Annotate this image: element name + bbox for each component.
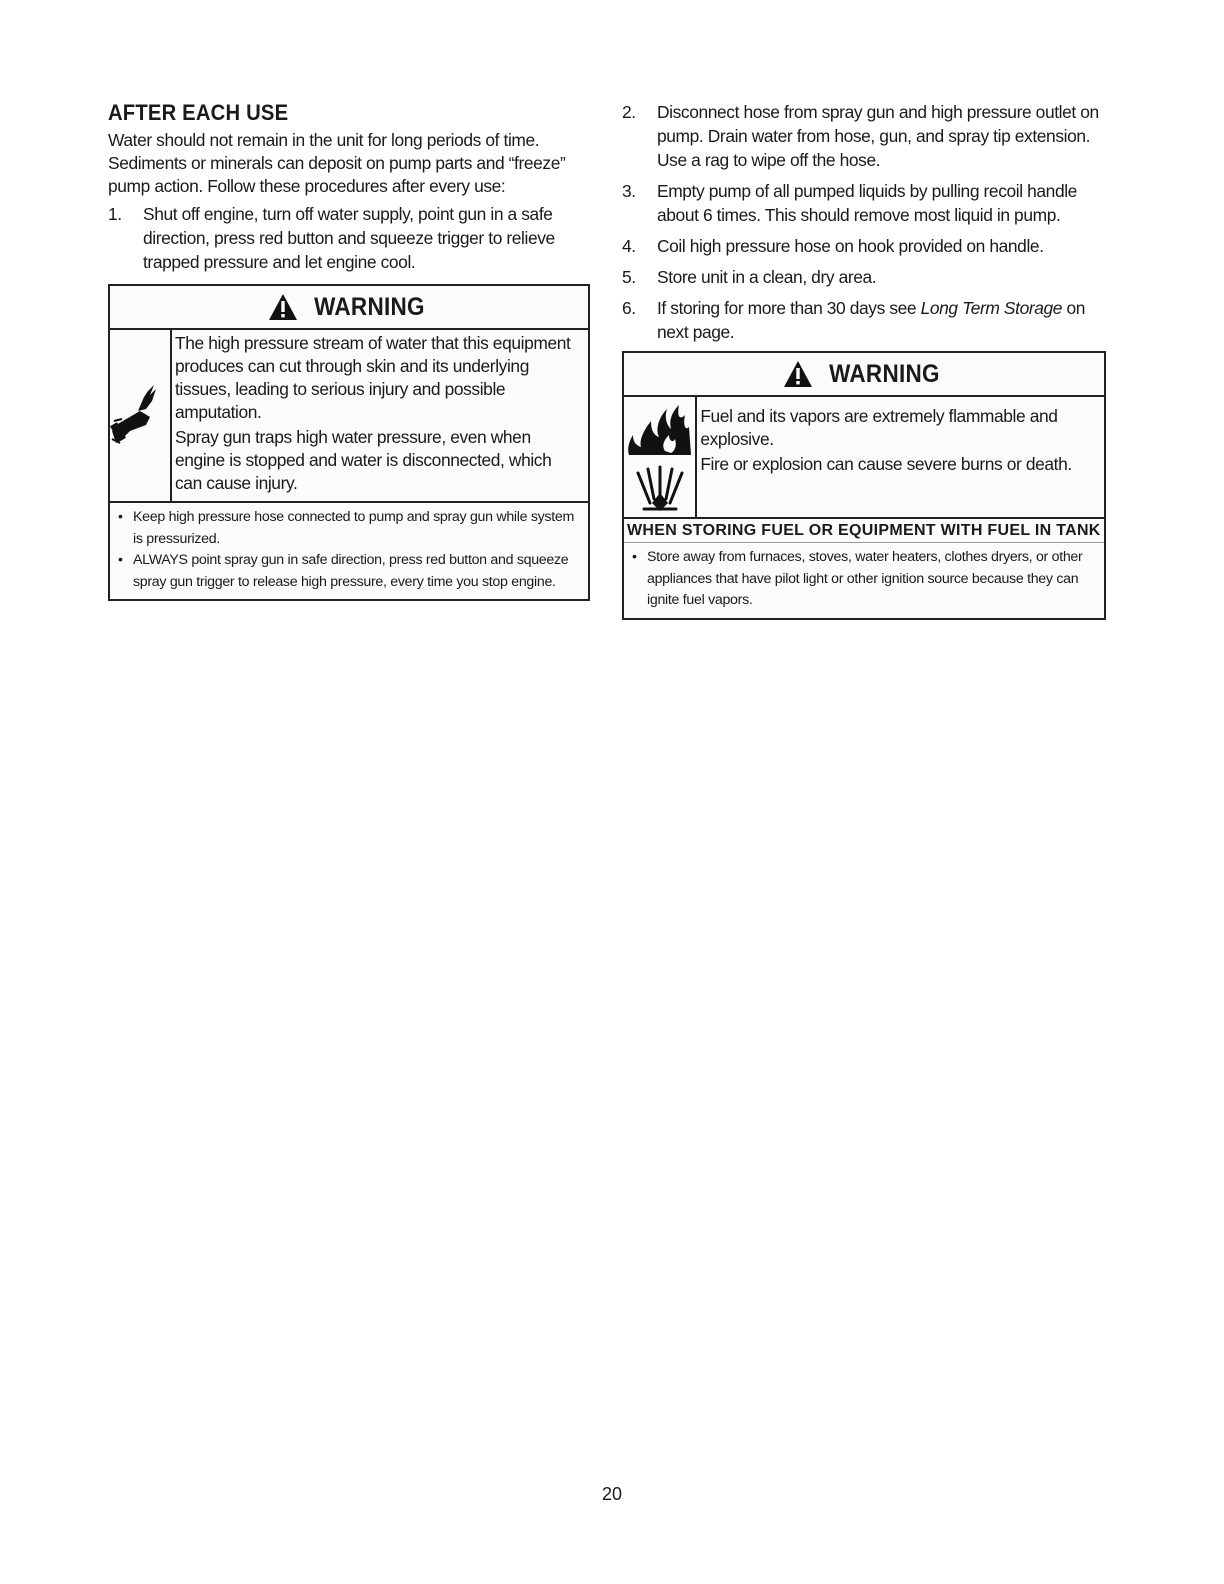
step-1 [108,202,590,274]
warning-bullets [110,503,588,599]
long-term-storage-reference: Long Term Storage [920,298,1063,318]
warning-subheading: WHEN STORING FUEL OR EQUIPMENT WITH FUEL IN TANK [624,519,1104,543]
warning-text [697,397,1104,517]
warning-box-fuel [622,351,1106,620]
warning-bullet: • Store away from furnaces, stoves, water heaters, clothes dryers, or other appliances that have pilot light or other ignition source because they can ignite fuel vapors. [632,549,1083,608]
injection-hazard-icon [110,381,170,451]
warning-label: WARNING [313,292,425,321]
step-text: Shut off engine, turn off water supply, point gun in a safe direction, press red button and squeeze trigger to relieve trapped pressure and let engine cool. [143,204,555,272]
alert-triangle-icon [268,293,298,321]
fire-icon [625,401,695,457]
warning-bullets [624,543,1104,618]
warning-body [110,330,588,503]
warning-label: WARNING [828,359,940,388]
warning-text [172,330,588,501]
section-title: AFTER EACH USE [108,100,289,125]
warning-icon-cell [624,397,697,517]
warning-header [110,286,588,330]
warning-icon-cell [110,330,172,501]
left-column [108,100,590,601]
warning-header [624,353,1104,397]
warning-paragraph-2: Spray gun traps high water pressure, even when engine is stopped and water is disconnected, which can cause injury. [175,427,552,493]
warning-paragraph-1: Fuel and its vapors are extremely flammable and explosive. [700,406,1058,449]
step-5: 5. Store unit in a clean, dry area. [622,267,877,287]
step-4: 4. Coil high pressure hose on hook provided on handle. [622,236,1044,256]
warning-paragraph-2: Fire or explosion can cause severe burns or death. [700,454,1072,474]
step-2: 2. Disconnect hose from spray gun and high pressure outlet on pump. Drain water from hose, gun, and spray tip extension. Use a rag to wipe off the hose. [622,102,1099,170]
intro-paragraph: Water should not remain in the unit for long periods of time. Sediments or minerals can deposit on pump parts and “freeze” pump action. Follow these procedures after every use: [108,130,566,196]
warning-bullet: • Keep high pressure hose connected to pump and spray gun while system is pressurized. [118,509,574,547]
step-6: 6. If storing for more than 30 days see Long Term Storage on next page. [622,298,1086,342]
alert-triangle-icon [783,360,813,388]
page-number: 20 [601,1484,623,1504]
warning-box-pressure [108,284,590,601]
step-number: 1. [108,204,122,224]
warning-bullet: • ALWAYS point spray gun in safe direction, press red button and squeeze spray gun trigger to release high pressure, every time you stop engine. [118,552,569,590]
step-3: 3. Empty pump of all pumped liquids by pulling recoil handle about 6 times. This should remove most liquid in pump. [622,181,1077,225]
warning-body [624,397,1104,519]
right-column [622,100,1106,620]
explosion-icon [630,463,690,513]
warning-paragraph-1: The high pressure stream of water that this equipment produces can cut through skin and its underlying tissues, leading to serious injury and possible amputation. [175,333,571,422]
